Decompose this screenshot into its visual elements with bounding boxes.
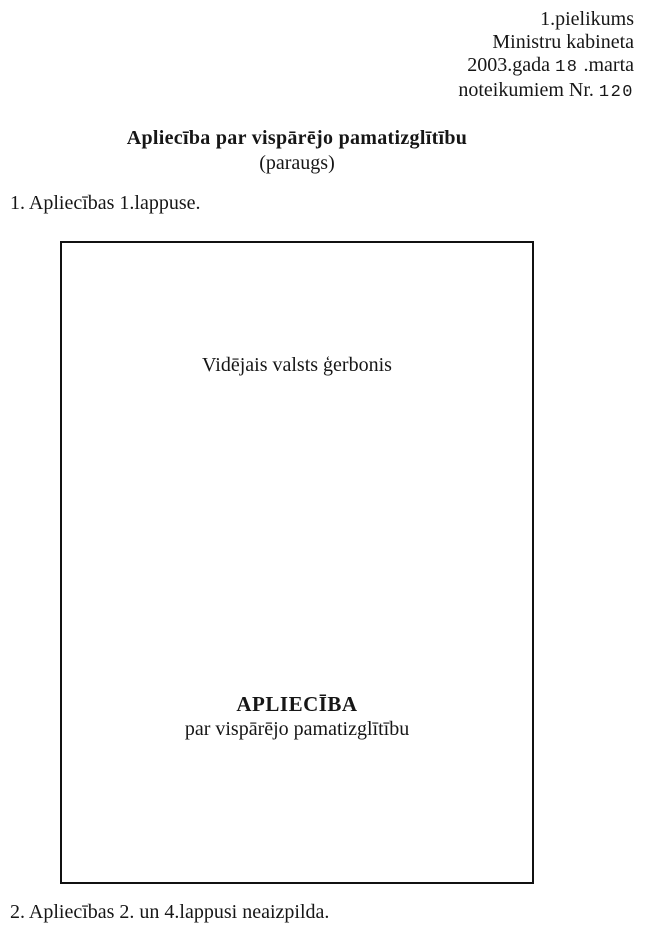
section-1-label: 1. Apliecības 1.lappuse. <box>10 192 201 214</box>
certificate-heading: APLIECĪBA <box>236 692 358 716</box>
annex-number-line: 1.pielikums <box>540 8 634 30</box>
date-day-value: 18 <box>555 58 579 77</box>
certificate-subheading: par vispārējo pamatizglītību <box>184 718 410 740</box>
date-suffix: .marta <box>578 54 634 76</box>
certificate-page-frame <box>60 241 534 884</box>
document-subtitle: (paraugs) <box>259 152 335 174</box>
annex-reference-block <box>458 8 634 104</box>
section-2-label: 2. Apliecības 2. un 4.lappusi neaizpilda. <box>10 901 330 923</box>
document-title: Apliecība par vispārējo pamatizglītību <box>126 127 468 149</box>
document-title-block <box>0 126 594 176</box>
issuer-line: Ministru kabineta <box>492 31 634 53</box>
regulation-number-line <box>458 79 634 104</box>
regulation-number-value: 120 <box>598 83 634 102</box>
certificate-title-group <box>62 692 532 742</box>
date-prefix: 2003.gada <box>467 54 556 76</box>
date-line <box>458 54 634 79</box>
regulation-prefix: noteikumiem Nr. <box>458 79 599 101</box>
emblem-placeholder-text: Vidējais valsts ģerbonis <box>202 354 392 376</box>
